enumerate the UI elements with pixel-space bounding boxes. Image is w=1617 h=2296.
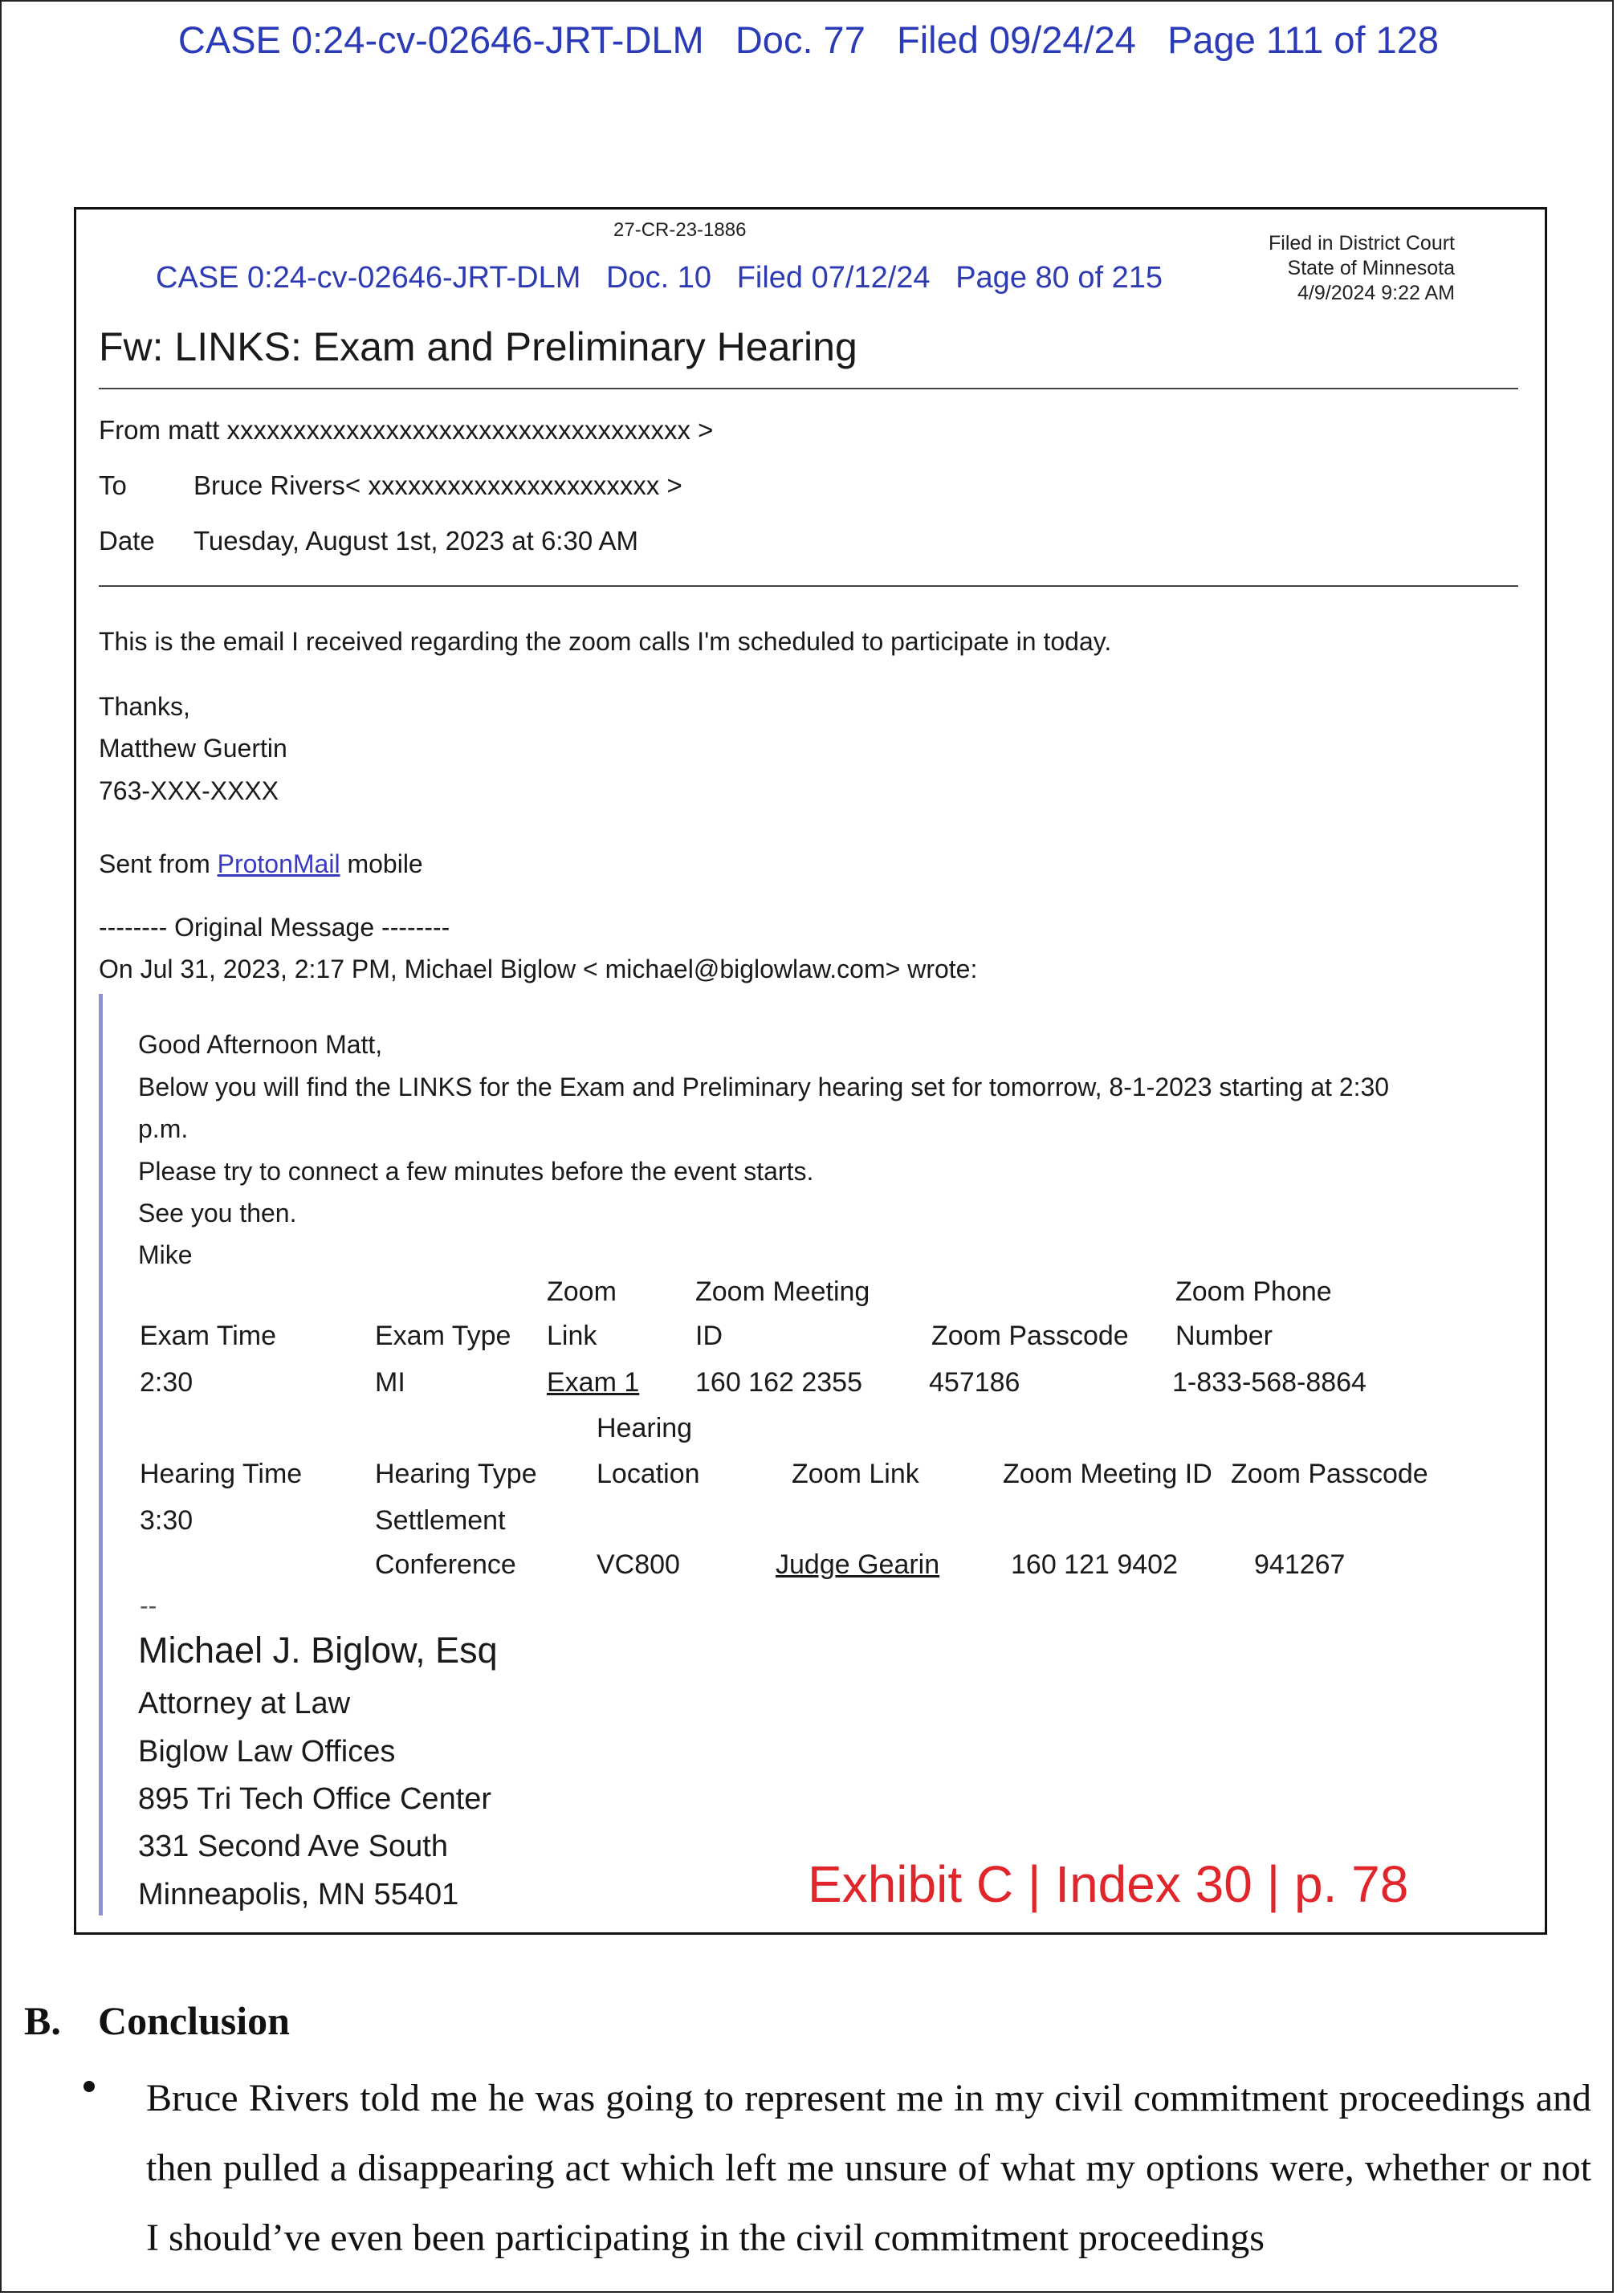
exam-header-phone: Number bbox=[1175, 1321, 1273, 1351]
email-body-intro: This is the email I received regarding the zoom calls I'm scheduled to participate in today. bbox=[99, 627, 1112, 656]
hearing-passcode: 941267 bbox=[1254, 1549, 1346, 1580]
hearing-header-location: Hearing bbox=[597, 1413, 693, 1443]
sender-phone: 763-XXX-XXXX bbox=[99, 776, 279, 805]
hearing-header-meeting-id: Zoom Meeting ID bbox=[1003, 1459, 1212, 1489]
exam-phone: 1-833-568-8864 bbox=[1172, 1367, 1367, 1398]
hearing-header-zoom-link: Zoom Link bbox=[792, 1459, 919, 1489]
date-value: Tuesday, August 1st, 2023 at 6:30 AM bbox=[193, 526, 639, 556]
sent-from-suffix: mobile bbox=[347, 849, 423, 878]
hearing-time: 3:30 bbox=[140, 1505, 193, 1536]
quoted-greeting: Good Afternoon Matt, bbox=[138, 1030, 383, 1059]
original-message-header: -------- Original Message -------- bbox=[99, 913, 450, 942]
exam-header-time: Exam Time bbox=[140, 1321, 277, 1351]
date-label: Date bbox=[99, 526, 155, 556]
protonmail-link[interactable]: ProtonMail bbox=[217, 849, 340, 878]
hearing-type: Settlement bbox=[375, 1505, 506, 1536]
bullet-icon bbox=[83, 2081, 95, 2092]
hearing-meeting-id: 160 121 9402 bbox=[1011, 1549, 1178, 1580]
exam-meeting-id: 160 162 2355 bbox=[695, 1367, 862, 1398]
hearing-header-type: Hearing Type bbox=[375, 1459, 537, 1489]
to-label: To bbox=[99, 470, 127, 500]
section-title: Conclusion bbox=[98, 1998, 290, 2043]
quoted-line: Mike bbox=[138, 1240, 193, 1269]
to-value: Bruce Rivers< xxxxxxxxxxxxxxxxxxxxxx > bbox=[193, 470, 682, 500]
divider bbox=[99, 585, 1518, 587]
quoted-line: Please try to connect a few minutes before the event starts. bbox=[138, 1157, 814, 1186]
court-header-stamp: CASE 0:24-cv-02646-JRT-DLM Doc. 77 Filed 09/24/24 Page 111 of 128 bbox=[177, 18, 1440, 61]
section-heading bbox=[24, 1997, 290, 2044]
section-letter: B. bbox=[24, 1998, 61, 2043]
quote-bar bbox=[99, 994, 103, 1915]
state-case-number: 27-CR-23-1886 bbox=[613, 219, 747, 241]
quoted-line: p.m. bbox=[138, 1114, 189, 1143]
hearing-header-passcode: Zoom Passcode bbox=[1231, 1459, 1428, 1489]
exam-header-zoom-link: Link bbox=[547, 1321, 597, 1351]
email-date bbox=[99, 526, 638, 556]
exhibit-tag: Exhibit C | Index 30 | p. 78 bbox=[808, 1855, 1409, 1913]
conclusion-bullet-text: Bruce Rivers told me he was going to represent me in my civil commitment proceedings and then pulled a disappearing act which left me unsure of what my options were, whether or not I should’ve even been participating in the civil commitment proceedings bbox=[146, 2077, 1591, 2259]
exam-header-phone: Zoom Phone bbox=[1175, 1276, 1332, 1307]
original-message-wrote: On Jul 31, 2023, 2:17 PM, Michael Biglow < michael@biglowlaw.com> wrote: bbox=[99, 955, 978, 983]
exam-header-passcode: Zoom Passcode bbox=[931, 1321, 1129, 1351]
sent-from bbox=[99, 849, 423, 879]
email-to bbox=[99, 470, 682, 501]
exam-header-zoom-link: Zoom bbox=[547, 1276, 617, 1307]
sender-name: Matthew Guertin bbox=[99, 734, 287, 763]
email-from: From matt xxxxxxxxxxxxxxxxxxxxxxxxxxxxxxxxxxx > bbox=[99, 415, 714, 445]
divider bbox=[99, 388, 1518, 389]
filed-stamp-line: 4/9/2024 9:22 AM bbox=[1297, 282, 1455, 304]
exam-header-meeting-id: ID bbox=[695, 1321, 723, 1351]
quoted-line: See you then. bbox=[138, 1199, 297, 1227]
hearing-header-location: Location bbox=[597, 1459, 700, 1489]
signature-separator: -- bbox=[140, 1591, 157, 1620]
signature-firm: Biglow Law Offices bbox=[138, 1735, 396, 1769]
exam-time: 2:30 bbox=[140, 1367, 193, 1398]
exam-header-type: Exam Type bbox=[375, 1321, 511, 1351]
quoted-line: Below you will find the LINKS for the Exam and Preliminary hearing set for tomorrow, 8-1-2023 starting at 2:30 bbox=[138, 1073, 1390, 1101]
filed-stamp bbox=[1269, 231, 1455, 306]
signature-name: Michael J. Biglow, Esq bbox=[138, 1630, 498, 1671]
exam-passcode: 457186 bbox=[929, 1367, 1020, 1398]
hearing-location: VC800 bbox=[597, 1549, 680, 1580]
exam-type: MI bbox=[375, 1367, 405, 1398]
signature-address: Minneapolis, MN 55401 bbox=[138, 1878, 459, 1911]
signature-address: 331 Second Ave South bbox=[138, 1830, 448, 1863]
filed-stamp-line: Filed in District Court bbox=[1269, 232, 1455, 254]
email-subject: Fw: LINKS: Exam and Preliminary Hearing bbox=[99, 324, 857, 369]
signature-title: Attorney at Law bbox=[138, 1687, 351, 1720]
signature-address: 895 Tri Tech Office Center bbox=[138, 1782, 492, 1816]
filed-stamp-line: State of Minnesota bbox=[1287, 257, 1455, 279]
sent-from-prefix: Sent from bbox=[99, 849, 210, 878]
hearing-header-time: Hearing Time bbox=[140, 1459, 303, 1489]
email-signoff: Thanks, bbox=[99, 692, 190, 721]
exam-zoom-link[interactable]: Exam 1 bbox=[547, 1367, 640, 1398]
exam-header-meeting-id: Zoom Meeting bbox=[695, 1276, 870, 1307]
exhibit-box bbox=[74, 207, 1547, 1935]
inner-court-stamp: CASE 0:24-cv-02646-JRT-DLM Doc. 10 Filed 07/12/24 Page 80 of 215 bbox=[156, 261, 1163, 295]
hearing-type: Conference bbox=[375, 1549, 516, 1580]
hearing-zoom-link[interactable]: Judge Gearin bbox=[776, 1549, 940, 1580]
